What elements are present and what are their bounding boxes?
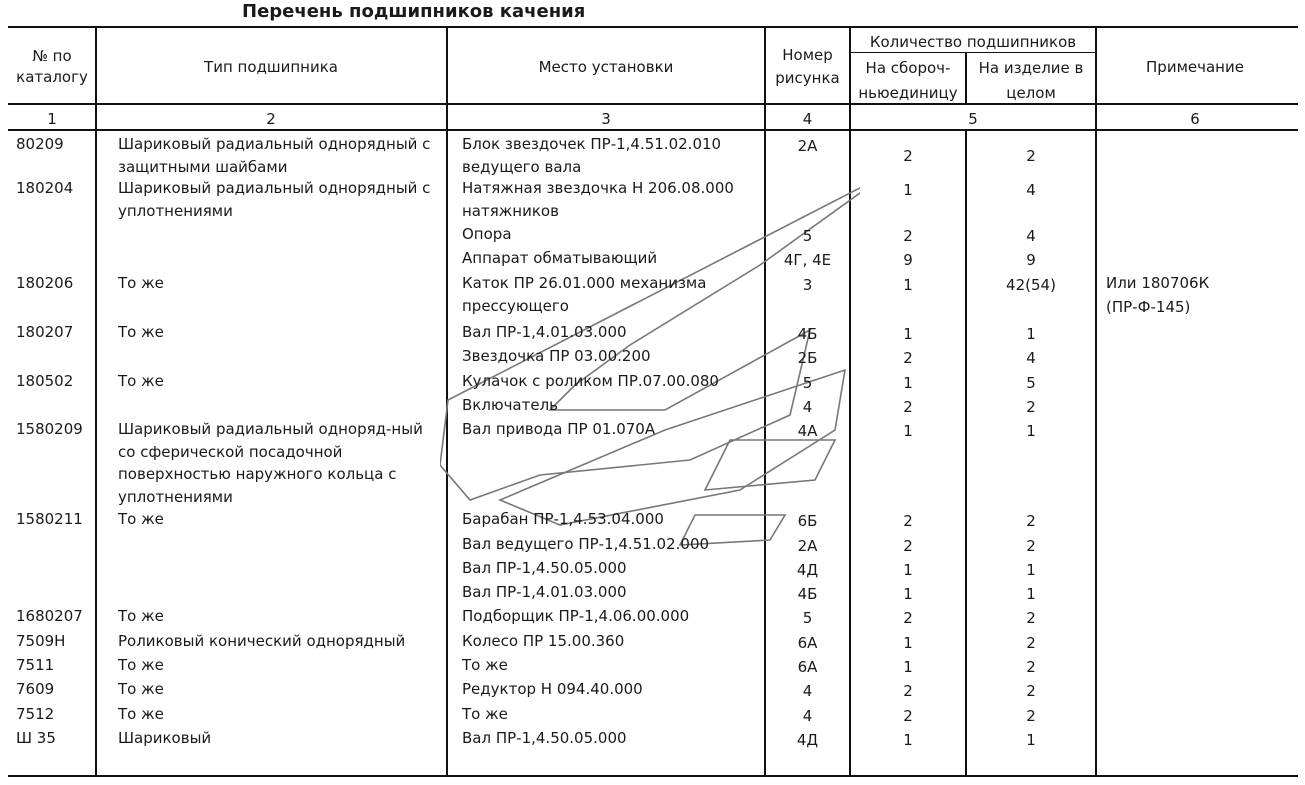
qty-per-assembly: 1 — [903, 276, 913, 294]
qty-per-assembly: 2 — [903, 512, 913, 530]
catalog-number: Ш 35 — [16, 729, 56, 747]
figure-number: 4Б — [797, 585, 818, 603]
watermark-stroke-2 — [500, 370, 845, 525]
catalog-number: 180206 — [16, 274, 74, 292]
bearing-type: То же — [118, 705, 164, 723]
header-per-assembly: На сбороч- — [865, 59, 951, 77]
bearing-type: поверхностью наружного кольца с — [118, 465, 397, 483]
catalog-number: 1680207 — [16, 607, 83, 625]
figure-number: 4Д — [796, 731, 819, 749]
bearing-type: То же — [118, 607, 164, 625]
qty-total: 4 — [1026, 349, 1036, 367]
table-top-border — [8, 26, 1298, 28]
qty-per-assembly: 9 — [903, 251, 913, 269]
install-location: То же — [462, 656, 508, 674]
catalog-number: 7609 — [16, 680, 55, 698]
bearing-type: Шариковый — [118, 729, 212, 747]
catalog-number: 1580209 — [16, 420, 83, 438]
catalog-number: 7509Н — [16, 632, 66, 650]
header-figure-no: рисунка — [775, 69, 840, 87]
qty-total: 2 — [1026, 609, 1036, 627]
install-location: Включатель — [462, 396, 559, 414]
qty-per-assembly: 1 — [903, 561, 913, 579]
qty-per-assembly: 2 — [903, 537, 913, 555]
bearing-type: защитными шайбами — [118, 157, 288, 176]
col-divider-1 — [95, 26, 97, 777]
install-location: Натяжная звездочка Н 206.08.000 — [462, 179, 734, 197]
install-location: Опора — [462, 225, 512, 243]
header-per-assembly: ньюединицу — [858, 84, 958, 102]
install-location: Вал ПР-1,4.01.03.000 — [462, 583, 627, 601]
figure-number: 4Д — [796, 561, 819, 579]
bearing-type: То же — [118, 274, 164, 292]
install-location: Каток ПР 26.01.000 механизма — [462, 274, 707, 292]
install-location: Подборщик ПР-1,4.06.00.000 — [462, 607, 690, 625]
install-location: натяжников — [462, 201, 559, 220]
install-location: Барабан ПР-1,4.53.04.000 — [462, 510, 664, 528]
qty-per-assembly: 1 — [903, 181, 913, 199]
install-location: Аппарат обматывающий — [462, 249, 658, 267]
install-location: Вал привода ПР 01.070А — [462, 420, 656, 438]
figure-number: 6А — [797, 658, 818, 676]
document-title: Перечень подшипников качения — [242, 1, 586, 22]
header-note: Примечание — [1146, 58, 1244, 76]
header-bearing-type: Тип подшипника — [204, 58, 338, 76]
install-location: Кулачок с роликом ПР.07.00.080 — [462, 372, 719, 390]
figure-number: 4 — [802, 682, 813, 700]
catalog-number: 7511 — [16, 656, 55, 674]
install-location: Вал ПР-1,4.01.03.000 — [462, 323, 627, 341]
bearing-type: уплотнениями — [118, 201, 233, 220]
bearing-type: Шариковый радиальный одноряд-ный — [118, 420, 423, 438]
column-number: 6 — [1190, 110, 1200, 128]
qty-per-assembly: 2 — [903, 147, 913, 165]
quantity-group-divider — [850, 52, 1096, 53]
note-text: Или 180706К — [1106, 274, 1210, 292]
install-location: прессующего — [462, 296, 569, 315]
qty-per-assembly: 2 — [903, 349, 913, 367]
qty-total: 2 — [1026, 398, 1036, 416]
header-figure-no: Номер — [782, 46, 833, 64]
qty-total: 1 — [1026, 585, 1036, 603]
qty-total: 5 — [1026, 374, 1036, 392]
bearing-type: То же — [118, 510, 164, 528]
qty-total: 2 — [1026, 537, 1036, 555]
qty-per-assembly: 2 — [903, 707, 913, 725]
figure-number: 4А — [797, 422, 818, 440]
catalog-number: 180204 — [16, 179, 74, 197]
figure-number: 4 — [802, 398, 813, 416]
qty-per-assembly: 1 — [903, 634, 913, 652]
install-location: Редуктор Н 094.40.000 — [462, 680, 643, 698]
qty-total: 2 — [1026, 147, 1036, 165]
qty-total: 42(54) — [1006, 276, 1056, 294]
column-number: 4 — [802, 110, 813, 128]
qty-per-assembly: 1 — [903, 658, 913, 676]
bearing-type: То же — [118, 656, 164, 674]
qty-per-assembly: 1 — [903, 585, 913, 603]
qty-per-assembly: 2 — [903, 609, 913, 627]
figure-number: 4 — [802, 707, 813, 725]
install-location: ведущего вала — [462, 157, 582, 176]
colnum-bottom-border — [8, 129, 1298, 131]
qty-total: 9 — [1026, 251, 1036, 269]
qty-total: 1 — [1026, 422, 1036, 440]
qty-per-assembly: 2 — [903, 398, 913, 416]
header-location: Место установки — [538, 58, 674, 76]
qty-total: 2 — [1026, 682, 1036, 700]
qty-total: 1 — [1026, 731, 1036, 749]
install-location: Вал ПР-1,4.50.05.000 — [462, 559, 627, 577]
catalog-number: 1580211 — [16, 510, 83, 528]
install-location: Звездочка ПР 03.00.200 — [462, 347, 651, 365]
qty-per-assembly: 1 — [903, 422, 913, 440]
note-text: (ПР-Ф-145) — [1106, 298, 1191, 316]
figure-number: 2А — [797, 137, 818, 155]
header-quantity-group: Количество подшипников — [869, 33, 1077, 51]
qty-per-assembly: 1 — [903, 374, 913, 392]
qty-total: 4 — [1026, 227, 1036, 245]
bearing-type: Роликовый конический однорядный — [118, 632, 406, 650]
header-catalog-no: каталогу — [16, 68, 88, 86]
figure-number: 2Б — [797, 349, 818, 367]
figure-number: 2А — [797, 537, 818, 555]
qty-total: 2 — [1026, 707, 1036, 725]
qty-total: 2 — [1026, 634, 1036, 652]
qty-total: 1 — [1026, 561, 1036, 579]
qty-total: 2 — [1026, 658, 1036, 676]
figure-number: 5 — [802, 374, 813, 392]
install-location: Колесо ПР 15.00.360 — [462, 632, 625, 650]
qty-total: 1 — [1026, 325, 1036, 343]
header-bottom-border — [8, 103, 1298, 105]
header-catalog-no: № по — [32, 47, 72, 65]
figure-number: 4Б — [797, 325, 818, 343]
figure-number: 5 — [802, 227, 813, 245]
install-location: Вал ПР-1,4.50.05.000 — [462, 729, 627, 747]
qty-total: 2 — [1026, 512, 1036, 530]
column-number: 3 — [601, 110, 611, 128]
header-per-product: На изделие в — [978, 59, 1084, 77]
install-location: Вал ведущего ПР-1,4.51.02.000 — [462, 535, 710, 553]
qty-per-assembly: 2 — [903, 227, 913, 245]
bearing-type: Шариковый радиальный однорядный с — [118, 135, 431, 153]
header-per-product: целом — [1006, 84, 1056, 102]
figure-number: 6Б — [797, 512, 818, 530]
column-number: 1 — [47, 110, 57, 128]
catalog-number: 7512 — [16, 705, 55, 723]
qty-per-assembly: 2 — [903, 682, 913, 700]
catalog-number: 180207 — [16, 323, 74, 341]
install-location: То же — [462, 705, 508, 723]
bearing-type: Шариковый радиальный однорядный с — [118, 179, 431, 197]
bearing-type: уплотнениями — [118, 487, 233, 506]
column-number: 5 — [968, 110, 978, 128]
watermark-stroke-3 — [705, 440, 835, 490]
bearing-type: То же — [118, 680, 164, 698]
catalog-number: 80209 — [16, 135, 64, 153]
bearing-type: То же — [118, 372, 164, 390]
qty-per-assembly: 1 — [903, 731, 913, 749]
figure-number: 3 — [802, 276, 813, 294]
install-location: Блок звездочек ПР-1,4.51.02.010 — [462, 135, 722, 153]
figure-number: 6А — [797, 634, 818, 652]
bearing-type: со сферической посадочной — [118, 442, 343, 461]
figure-number: 5 — [802, 609, 813, 627]
catalog-number: 180502 — [16, 372, 74, 390]
qty-per-assembly: 1 — [903, 325, 913, 343]
table-bottom-border — [8, 775, 1298, 777]
column-number: 2 — [266, 110, 276, 128]
bearing-type: То же — [118, 323, 164, 341]
figure-number: 4Г, 4Е — [783, 251, 832, 269]
qty-total: 4 — [1026, 181, 1036, 199]
